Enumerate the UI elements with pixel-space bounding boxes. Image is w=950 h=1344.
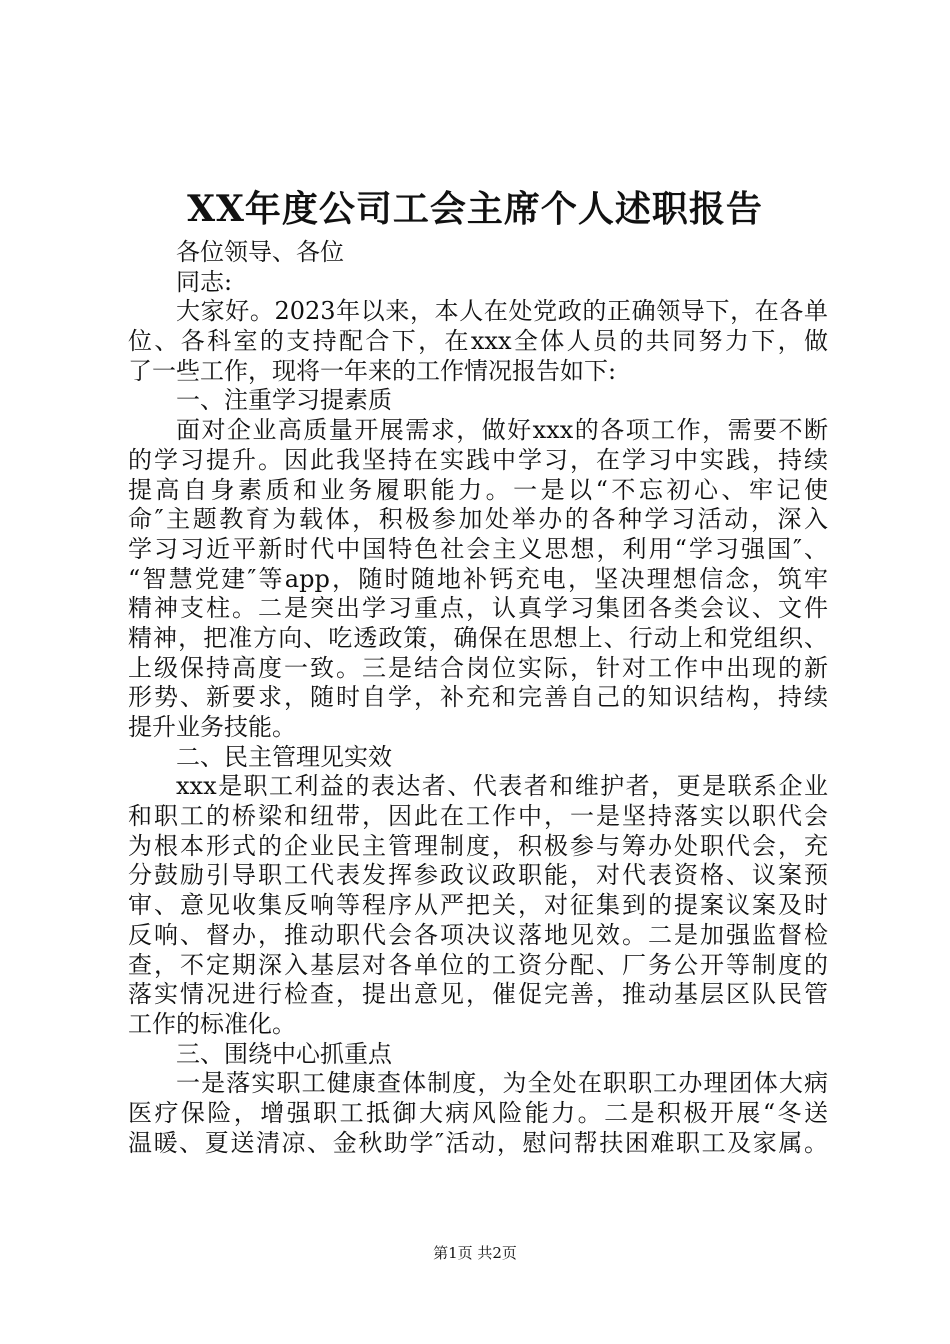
paragraph-line: 同志: xyxy=(176,267,233,296)
paragraph-line: 命″主题教育为载体，积极参加处举办的各种学习活动，深入 xyxy=(128,505,828,534)
paragraph-line: 二、民主管理见实效 xyxy=(176,742,392,771)
paragraph-line: 大家好。2023年以来，本人在处党政的正确领导下，在各单 xyxy=(176,297,828,326)
paragraph-line: 提高自身素质和业务履职能力。一是以“不忘初心、牢记使 xyxy=(128,475,828,504)
paragraph-line: 面对企业高质量开展需求，做好xxx的各项工作，需要不断 xyxy=(176,416,828,445)
paragraph-line: 学习习近平新时代中国特色社会主义思想，利用“学习强国″、 xyxy=(128,534,828,563)
paragraph-line: 为根本形式的企业民主管理制度，积极参与筹办处职代会，充 xyxy=(128,831,828,860)
paragraph-line: 和职工的桥梁和纽带，因此在工作中，一是坚持落实以职代会 xyxy=(128,802,828,831)
paragraph-line: 分鼓励引导职工代表发挥参政议政职能，对代表资格、议案预 xyxy=(128,861,828,890)
paragraph-line: 一、注重学习提素质 xyxy=(176,386,392,415)
paragraph-line: 查，不定期深入基层对各单位的工资分配、厂务公开等制度的 xyxy=(128,950,828,979)
paragraph-line: 各位领导、各位 xyxy=(176,238,344,266)
paragraph-line: 温暖、夏送清凉、金秋助学″活动，慰问帮扶困难职工及家属。 xyxy=(128,1128,828,1157)
paragraph-line: “智慧党建″等app，随时随地补钙充电，坚决理想信念，筑牢 xyxy=(128,564,828,593)
paragraph-line: xxx是职工利益的表达者、代表者和维护者，更是联系企业 xyxy=(176,772,828,801)
paragraph-line: 反响、督办，推动职代会各项决议落地见效。二是加强监督检 xyxy=(128,920,828,949)
paragraph-line: 三、围绕中心抓重点 xyxy=(176,1039,392,1068)
paragraph-line: 的学习提升。因此我坚持在实践中学习，在学习中实践，持续 xyxy=(128,445,828,474)
paragraph-line: 精神支柱。二是突出学习重点，认真学习集团各类会议、文件 xyxy=(128,594,828,623)
paragraph-line: 医疗保险，增强职工抵御大病风险能力。二是积极开展“冬送 xyxy=(128,1098,828,1127)
paragraph-line: 落实情况进行检查，提出意见，催促完善，推动基层区队民管 xyxy=(128,980,828,1009)
paragraph-line: 精神，把准方向、吃透政策，确保在思想上、行动上和党组织、 xyxy=(128,623,828,652)
document-title: XX年度公司工会主席个人述职报告 xyxy=(187,188,763,230)
paragraph-line: 工作的标准化。 xyxy=(128,1009,296,1038)
document-body xyxy=(128,238,828,1158)
paragraph-line: 位、各科室的支持配合下，在xxx全体人员的共同努力下，做 xyxy=(128,327,828,356)
paragraph-line: 审、意见收集反响等程序从严把关，对征集到的提案议案及时 xyxy=(128,891,828,920)
paragraph-line: 形势、新要求，随时自学，补充和完善自己的知识结构，持续 xyxy=(128,683,828,712)
page-footer: 第1页 共2页 xyxy=(433,1244,517,1262)
paragraph-line: 了一些工作，现将一年来的工作情况报告如下: xyxy=(128,356,617,385)
paragraph-line: 提升业务技能。 xyxy=(128,713,296,741)
paragraph-line: 上级保持高度一致。三是结合岗位实际，针对工作中出现的新 xyxy=(128,653,828,682)
paragraph-line: 一是落实职工健康查体制度，为全处在职职工办理团体大病 xyxy=(176,1069,828,1098)
